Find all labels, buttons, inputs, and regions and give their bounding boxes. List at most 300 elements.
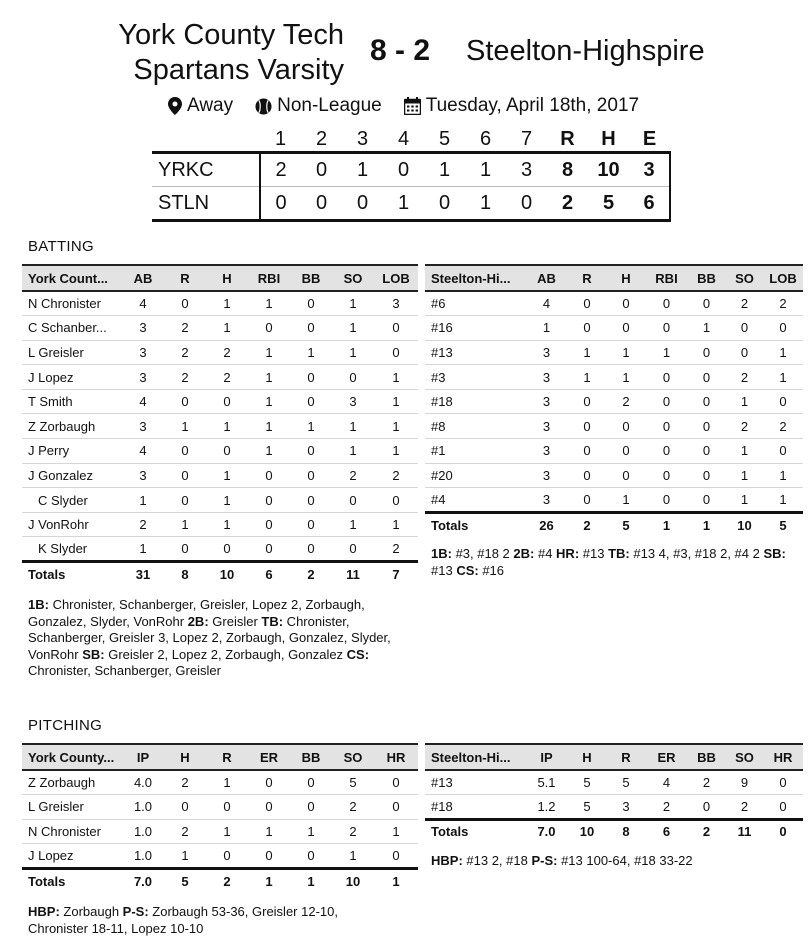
note-key: SB: (82, 646, 105, 662)
stat-cell: 0 (332, 488, 374, 513)
total-cell: 2 (568, 512, 606, 536)
stat-cell: 1 (332, 844, 374, 869)
stat-cell: 1 (374, 819, 418, 844)
stat-cell: 3 (374, 291, 418, 316)
stat-column-header: ER (646, 744, 687, 770)
total-cell: 1 (248, 868, 290, 892)
player-name: J Lopez (22, 844, 122, 869)
stat-cell: 0 (606, 414, 646, 439)
stat-cell: 1 (726, 389, 763, 414)
inning-score: 0 (260, 187, 301, 221)
stat-column-header: H (164, 744, 206, 770)
inning-score: 0 (342, 187, 383, 221)
stat-cell: 1 (206, 488, 248, 513)
york-pitching-table (22, 743, 418, 892)
stat-cell: 0 (726, 340, 763, 365)
stat-cell: 1 (332, 439, 374, 464)
total-cell: 1 (646, 512, 687, 536)
stat-cell: 1 (206, 463, 248, 488)
final-score: 8 - 2 (370, 34, 431, 67)
stat-cell: 0 (763, 316, 803, 341)
note-key: 1B: (28, 597, 49, 612)
table-row (22, 537, 418, 562)
stat-cell: 0 (290, 389, 332, 414)
stat-cell: 1 (122, 537, 164, 562)
stat-column-header: R (606, 744, 646, 770)
stat-column-header: R (568, 265, 606, 291)
stat-cell: 1 (206, 819, 248, 844)
table-row (22, 770, 418, 795)
york-batting-table (22, 264, 418, 586)
stat-cell: 2 (726, 414, 763, 439)
player-name: L Greisler (22, 340, 122, 365)
stat-cell: 3 (525, 414, 568, 439)
stat-cell: 1 (332, 340, 374, 365)
stat-cell: 1 (374, 414, 418, 439)
table-row (425, 340, 803, 365)
note-key: CS: (456, 562, 479, 578)
linescore-header-row (152, 128, 670, 153)
total-cell: 11 (332, 562, 374, 586)
stat-cell: 3 (122, 316, 164, 341)
note-value: Zorbaugh (59, 904, 123, 919)
stat-cell: 0 (606, 439, 646, 464)
location-info (168, 95, 233, 117)
total-cell: 5 (606, 512, 646, 536)
stat-cell: 3 (525, 439, 568, 464)
hits-total: 10 (588, 153, 629, 187)
stat-cell: 2 (164, 340, 206, 365)
total-cell: 26 (525, 512, 568, 536)
york-batting-notes (28, 597, 408, 680)
stat-cell: 0 (568, 488, 606, 513)
stat-cell: 0 (646, 463, 687, 488)
player-name: #13 (425, 340, 525, 365)
stat-cell: 1 (206, 316, 248, 341)
player-name: Z Zorbaugh (22, 414, 122, 439)
player-name: C Slyder (22, 488, 122, 513)
date-info (404, 95, 639, 117)
hits-total: 5 (588, 187, 629, 221)
player-name: J Lopez (22, 365, 122, 390)
inning-score: 1 (383, 187, 424, 221)
linescore-row-away (152, 187, 670, 221)
stat-cell: 1 (290, 414, 332, 439)
stat-column-header: BB (687, 744, 726, 770)
table-row (22, 340, 418, 365)
note-key: 2B: (187, 613, 209, 629)
stat-cell: 1 (726, 488, 763, 513)
game-meta (168, 95, 655, 117)
note-value: #13 4, #3, #18 2, #4 2 (629, 546, 764, 561)
player-name: #13 (425, 770, 525, 795)
stat-cell: 3 (122, 340, 164, 365)
stat-cell: 0 (568, 439, 606, 464)
home-team-line2: Spartans Varsity (133, 54, 344, 86)
stat-cell: 0 (687, 291, 726, 316)
stat-column-header: SO (726, 265, 763, 291)
total-cell: 8 (606, 819, 646, 843)
stat-cell: 9 (726, 770, 763, 795)
inning-score: 0 (506, 187, 547, 221)
team-column-header: York Count... (22, 265, 122, 291)
stat-cell: 3 (525, 463, 568, 488)
total-cell: 31 (122, 562, 164, 586)
stat-column-header: SO (332, 744, 374, 770)
inning-score: 0 (301, 153, 342, 187)
stat-cell: 1 (206, 512, 248, 537)
stat-cell: 0 (290, 316, 332, 341)
stat-cell: 0 (206, 795, 248, 820)
home-team-line1: York County Tech (118, 19, 344, 51)
stat-cell: 0 (248, 316, 290, 341)
table-row (22, 512, 418, 537)
stat-cell: 0 (568, 291, 606, 316)
note-key: HBP: (431, 853, 463, 868)
player-name: N Chronister (22, 291, 122, 316)
stat-cell: 0 (568, 389, 606, 414)
stat-cell: 0 (248, 512, 290, 537)
stat-cell: 2 (687, 770, 726, 795)
stat-cell: 0 (374, 795, 418, 820)
stat-column-header: ER (248, 744, 290, 770)
stat-cell: 0 (687, 795, 726, 820)
table-row (22, 819, 418, 844)
total-cell: 7.0 (122, 868, 164, 892)
stat-column-header: SO (726, 744, 763, 770)
inning-score: 1 (465, 153, 506, 187)
player-name: C Schanber... (22, 316, 122, 341)
stat-cell: 1 (525, 316, 568, 341)
calendar-icon (404, 97, 421, 115)
player-name: #8 (425, 414, 525, 439)
stat-cell: 2 (606, 389, 646, 414)
stat-cell: 0 (726, 316, 763, 341)
stat-cell: 0 (290, 365, 332, 390)
player-name: #18 (425, 389, 525, 414)
stat-cell: 1.2 (525, 795, 568, 820)
table-header-row (425, 744, 803, 770)
stat-cell: 0 (374, 844, 418, 869)
player-name: #20 (425, 463, 525, 488)
stat-cell: 1 (248, 340, 290, 365)
stat-cell: 3 (525, 365, 568, 390)
stat-cell: 0 (290, 463, 332, 488)
stat-cell: 2 (122, 512, 164, 537)
stat-cell: 1 (248, 439, 290, 464)
steelton-batting-notes (431, 546, 803, 579)
total-cell: 10 (332, 868, 374, 892)
stat-column-header: BB (687, 265, 726, 291)
totals-label: Totals (425, 512, 525, 536)
note-key: HR: (556, 546, 580, 561)
stat-cell: 0 (646, 414, 687, 439)
stat-cell: 1 (248, 389, 290, 414)
stat-cell: 1 (687, 316, 726, 341)
stat-cell: 1 (374, 439, 418, 464)
stat-cell: 5 (606, 770, 646, 795)
inning-score: 1 (424, 153, 465, 187)
stat-cell: 0 (248, 795, 290, 820)
stat-cell: 1 (206, 770, 248, 795)
note-value: Chronister, Schanberger, Greisler (28, 663, 221, 678)
team-abbrev: STLN (152, 187, 260, 221)
stat-cell: 3 (122, 365, 164, 390)
table-row (22, 316, 418, 341)
total-cell: 11 (726, 819, 763, 843)
table-row (425, 389, 803, 414)
stat-cell: 2 (164, 819, 206, 844)
linescore-row-home (152, 153, 670, 187)
hits-header: H (601, 128, 616, 150)
stat-cell: 0 (374, 340, 418, 365)
stat-cell: 1 (606, 365, 646, 390)
york-pitching-notes (28, 904, 398, 937)
player-name: #4 (425, 488, 525, 513)
note-key: HBP: (28, 904, 60, 919)
stat-cell: 1 (332, 414, 374, 439)
game-type-info (255, 95, 382, 117)
total-cell: 1 (687, 512, 726, 536)
inning-score: 1 (342, 153, 383, 187)
steelton-pitching-notes (431, 853, 803, 870)
stat-cell: 1 (763, 365, 803, 390)
stat-cell: 1 (646, 340, 687, 365)
stat-cell: 0 (332, 537, 374, 562)
stat-cell: 3 (122, 463, 164, 488)
stat-cell: 1 (568, 340, 606, 365)
stat-cell: 0 (164, 488, 206, 513)
player-name: #18 (425, 795, 525, 820)
note-key: 1B: (431, 546, 452, 561)
stat-cell: 1 (248, 291, 290, 316)
stat-cell: 0 (568, 316, 606, 341)
stat-cell: 0 (687, 463, 726, 488)
note-value: #16 (478, 562, 505, 578)
stat-cell: 1.0 (122, 819, 164, 844)
pitching-section-title: PITCHING (28, 717, 103, 734)
inning-score: 0 (424, 187, 465, 221)
stat-cell: 0 (606, 291, 646, 316)
stat-cell: 4 (122, 291, 164, 316)
stat-cell: 1 (374, 365, 418, 390)
stat-cell: 3 (332, 389, 374, 414)
stat-column-header: LOB (374, 265, 418, 291)
totals-row (22, 562, 418, 586)
player-name: #1 (425, 439, 525, 464)
stat-cell: 0 (763, 439, 803, 464)
totals-label: Totals (425, 819, 525, 843)
stat-cell: 5 (568, 795, 606, 820)
totals-label: Totals (22, 562, 122, 586)
baseball-icon (255, 98, 272, 115)
player-name: L Greisler (22, 795, 122, 820)
player-name: J Perry (22, 439, 122, 464)
stat-cell: 0 (290, 291, 332, 316)
table-row (22, 439, 418, 464)
stat-cell: 0 (206, 439, 248, 464)
stat-cell: 0 (248, 488, 290, 513)
table-row (425, 316, 803, 341)
game-type-text: Non-League (277, 95, 382, 116)
stat-cell: 0 (164, 795, 206, 820)
stat-cell: 0 (687, 340, 726, 365)
stat-cell: 0 (290, 439, 332, 464)
stat-cell: 4 (646, 770, 687, 795)
stat-column-header: BB (290, 265, 332, 291)
stat-cell: 4 (122, 389, 164, 414)
stat-cell: 1 (164, 844, 206, 869)
stat-column-header: IP (122, 744, 164, 770)
stat-cell: 1 (374, 389, 418, 414)
table-header-row (22, 265, 418, 291)
errors-total: 3 (629, 153, 670, 187)
stat-cell: 1 (763, 340, 803, 365)
team-column-header: Steelton-Hi... (425, 265, 525, 291)
stat-cell: 0 (568, 463, 606, 488)
total-cell: 10 (206, 562, 248, 586)
stat-cell: 0 (248, 844, 290, 869)
stat-column-header: R (206, 744, 248, 770)
errors-total: 6 (629, 187, 670, 221)
stat-column-header: HR (374, 744, 418, 770)
player-name: N Chronister (22, 819, 122, 844)
stat-cell: 1 (164, 512, 206, 537)
total-cell: 1 (374, 868, 418, 892)
stat-cell: 2 (763, 414, 803, 439)
totals-row (425, 819, 803, 843)
stat-column-header: SO (332, 265, 374, 291)
stat-cell: 0 (164, 439, 206, 464)
table-row (425, 795, 803, 820)
stat-cell: 2 (646, 795, 687, 820)
total-cell: 5 (763, 512, 803, 536)
stat-cell: 5 (568, 770, 606, 795)
inning-6-header: 6 (479, 128, 492, 150)
player-name: J Gonzalez (22, 463, 122, 488)
table-row (22, 463, 418, 488)
stat-cell: 2 (206, 340, 248, 365)
stat-cell: 3 (525, 340, 568, 365)
total-cell: 8 (164, 562, 206, 586)
stat-column-header: RBI (248, 265, 290, 291)
stat-cell: 1 (726, 463, 763, 488)
stat-cell: 0 (687, 439, 726, 464)
date-text: Tuesday, April 18th, 2017 (425, 95, 640, 116)
table-row (425, 291, 803, 316)
steelton-batting-table (425, 264, 803, 536)
errors-header: E (642, 128, 657, 150)
table-row (425, 365, 803, 390)
stat-cell: 0 (164, 291, 206, 316)
note-value: #13 (431, 562, 457, 578)
note-value: Chronister, Schanberger, Greisler, Lopez 2, Zorbaugh, Gonzalez, Slyder, VonRohr (28, 597, 365, 629)
batting-section-title: BATTING (28, 238, 94, 255)
stat-cell: 0 (646, 439, 687, 464)
stat-cell: 0 (290, 795, 332, 820)
stat-column-header: LOB (763, 265, 803, 291)
note-value: #4 (534, 546, 557, 561)
table-row (22, 414, 418, 439)
stat-cell: 0 (687, 365, 726, 390)
stat-cell: 5.1 (525, 770, 568, 795)
stat-cell: 2 (164, 316, 206, 341)
inning-score: 1 (465, 187, 506, 221)
stat-cell: 0 (248, 770, 290, 795)
steelton-pitching-table (425, 743, 803, 843)
note-value: Greisler (208, 613, 262, 629)
stat-cell: 0 (206, 389, 248, 414)
stat-cell: 2 (332, 819, 374, 844)
player-name: K Slyder (22, 537, 122, 562)
note-value: Greisler 2, Lopez 2, Zorbaugh, Gonzalez (104, 646, 347, 662)
stat-cell: 0 (290, 844, 332, 869)
note-value: Chronister, Schanberger, Greisler 3, Lopez 2, Zorbaugh, Gonzalez, Slyder, VonRohr (28, 613, 391, 662)
stat-cell: 0 (332, 365, 374, 390)
stat-cell: 0 (290, 537, 332, 562)
stat-column-header: BB (290, 744, 332, 770)
total-cell: 0 (763, 819, 803, 843)
stat-cell: 1 (248, 365, 290, 390)
note-key: TB: (608, 546, 630, 561)
stat-column-header: AB (525, 265, 568, 291)
stat-column-header: AB (122, 265, 164, 291)
totals-label: Totals (22, 868, 122, 892)
note-key: P-S: (122, 904, 149, 919)
stat-cell: 1 (332, 512, 374, 537)
note-key: SB: (763, 546, 786, 561)
stat-column-header: H (206, 265, 248, 291)
stat-cell: 1 (374, 512, 418, 537)
stat-column-header: HR (763, 744, 803, 770)
stat-cell: 1 (248, 414, 290, 439)
stat-cell: 0 (646, 365, 687, 390)
total-cell: 2 (290, 562, 332, 586)
stat-cell: 2 (164, 365, 206, 390)
location-text: Away (187, 95, 234, 116)
stat-cell: 2 (332, 795, 374, 820)
stat-column-header: H (568, 744, 606, 770)
stat-cell: 0 (606, 463, 646, 488)
stat-cell: 2 (726, 795, 763, 820)
note-key: P-S: (531, 853, 558, 868)
stat-cell: 0 (164, 537, 206, 562)
total-cell: 6 (248, 562, 290, 586)
inning-2-header: 2 (315, 128, 328, 150)
stat-cell: 0 (248, 463, 290, 488)
table-row (425, 439, 803, 464)
stat-cell: 0 (646, 316, 687, 341)
note-key: CS: (346, 646, 370, 662)
player-name: Z Zorbaugh (22, 770, 122, 795)
stat-column-header: IP (525, 744, 568, 770)
team-column-header: York County... (22, 744, 122, 770)
stat-cell: 1 (568, 365, 606, 390)
stat-cell: 2 (164, 770, 206, 795)
team-column-header: Steelton-Hi... (425, 744, 525, 770)
stat-cell: 0 (290, 488, 332, 513)
stat-cell: 3 (606, 795, 646, 820)
stat-cell: 1 (332, 291, 374, 316)
team-abbrev: YRKC (152, 153, 260, 187)
player-name: #16 (425, 316, 525, 341)
stat-cell: 1 (290, 819, 332, 844)
runs-header: R (560, 128, 575, 150)
stat-cell: 1 (763, 488, 803, 513)
total-cell: 7.0 (525, 819, 568, 843)
map-pin-icon (168, 97, 182, 115)
stat-cell: 0 (687, 414, 726, 439)
